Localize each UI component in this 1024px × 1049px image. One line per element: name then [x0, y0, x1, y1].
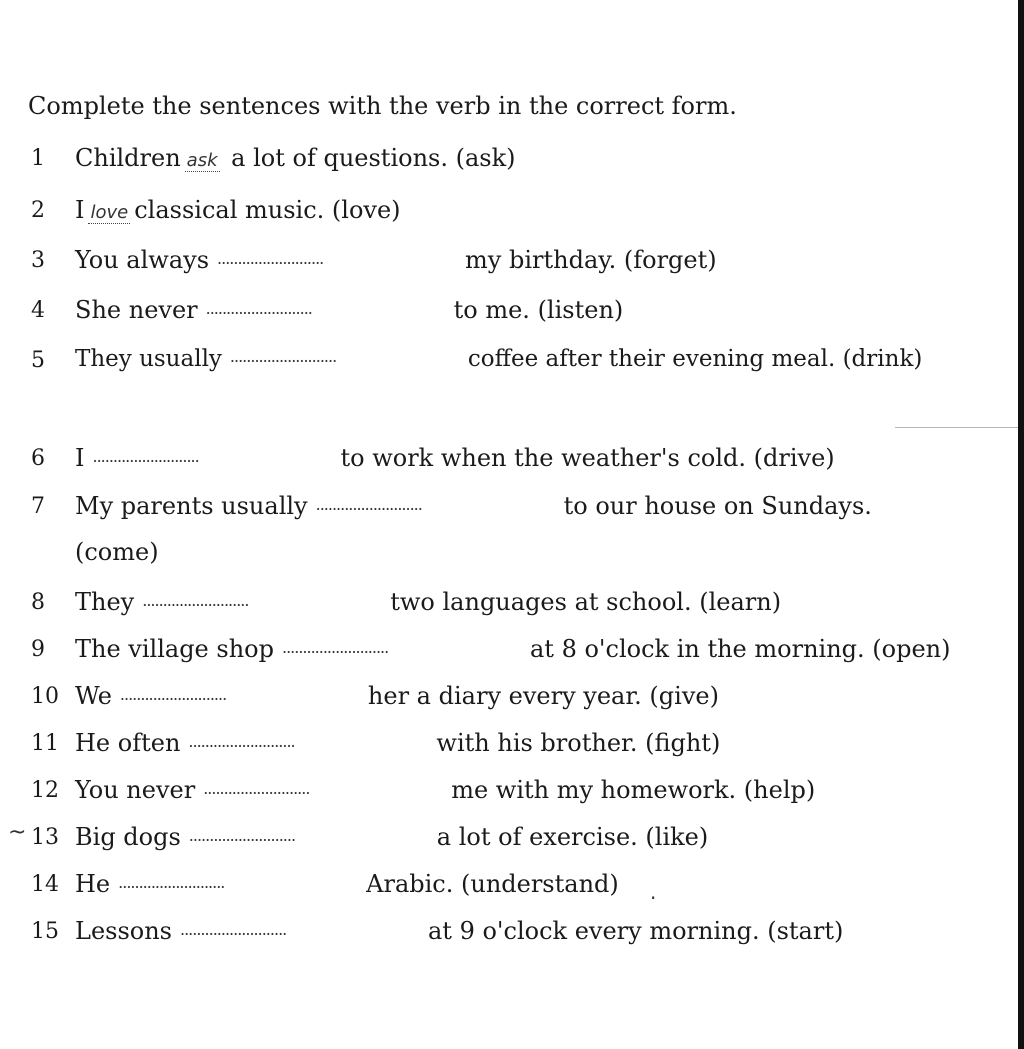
sentence-start: My parents usually [75, 492, 308, 520]
answer-blank[interactable]: .......................... [180, 920, 287, 939]
sentence-7-continuation: (come) [75, 538, 159, 566]
sentence-10 [75, 682, 719, 710]
sentence-start: I [75, 196, 85, 224]
sentence-start: We [75, 682, 112, 710]
sentence-5 [75, 346, 922, 372]
sentence-start: She never [75, 296, 198, 324]
answer-blank[interactable]: .......................... [92, 447, 199, 466]
sentence-end: at 9 o'clock every morning. (start) [428, 917, 844, 945]
handwritten-answer: love [90, 202, 129, 223]
handwritten-answer: ask [186, 150, 218, 171]
answer-blank[interactable]: .......................... [188, 826, 296, 845]
sentence-start: Lessons [75, 917, 172, 945]
sentence-start: Big dogs [75, 823, 181, 851]
sentence-end: my birthday. (forget) [465, 246, 717, 274]
item-number: 5 [31, 348, 45, 373]
pencil-tick-icon: ~ [8, 820, 27, 845]
answer-blank[interactable]: .......................... [188, 732, 295, 751]
sentence-end: with his brother. (fight) [436, 729, 721, 757]
sentence-start: He often [75, 729, 181, 757]
sentence-end: to our house on Sundays. [563, 492, 872, 520]
item-number: 11 [31, 731, 59, 756]
answer-blank[interactable]: .......................... [119, 685, 227, 704]
sentence-12 [75, 776, 815, 804]
sentence-15 [75, 917, 843, 945]
sentence-end: to me. (listen) [453, 296, 624, 324]
item-number: 10 [31, 684, 59, 709]
sentence-4 [75, 296, 623, 324]
page-divider [895, 427, 1018, 428]
item-number: 6 [31, 446, 45, 471]
sentence-start: He [75, 870, 111, 898]
sentence-start: The village shop [75, 635, 274, 663]
sentence-start: They [75, 588, 135, 616]
sentence-start: They usually [75, 346, 222, 372]
item-number: 3 [31, 248, 45, 273]
sentence-end: classical music. (love) [134, 196, 401, 224]
sentence-end: two languages at school. (learn) [390, 588, 782, 616]
sentence-start: You always [75, 246, 210, 274]
sentence-7 [75, 492, 872, 520]
sentence-end: a lot of questions. (ask) [231, 144, 516, 172]
sentence-9 [75, 635, 950, 663]
sentence-end: Arabic. (understand) [366, 870, 619, 898]
item-number: 2 [31, 198, 45, 223]
item-number: 4 [31, 298, 45, 323]
item-number: 1 [31, 146, 45, 171]
answer-blank[interactable]: .......................... [142, 591, 249, 610]
sentence-1 [75, 144, 516, 172]
answer-blank[interactable]: .......................... [315, 495, 422, 514]
pencil-dot-icon: . [650, 880, 657, 904]
answer-blank[interactable]: .......................... [118, 873, 225, 892]
sentence-start: Children [75, 144, 181, 172]
item-number: 7 [31, 494, 45, 519]
sentence-end: a lot of exercise. (like) [436, 823, 709, 851]
item-number: 9 [31, 637, 45, 662]
sentence-6 [75, 444, 835, 472]
sentence-end: me with my homework. (help) [451, 776, 816, 804]
sentence-3 [75, 246, 717, 274]
item-number: 12 [31, 778, 59, 803]
item-number: 13 [31, 825, 59, 850]
answer-blank[interactable]: .......................... [217, 249, 324, 268]
sentence-end: coffee after their evening meal. (drink) [467, 346, 923, 372]
answer-blank[interactable]: .......................... [229, 347, 337, 366]
sentence-start: You never [75, 776, 196, 804]
page-edge-shadow [1018, 0, 1024, 1049]
item-number: 8 [31, 590, 45, 615]
answer-blank[interactable]: .......................... [281, 638, 389, 657]
sentence-end: at 8 o'clock in the morning. (open) [529, 635, 951, 663]
item-number: 15 [31, 919, 59, 944]
exercise-instruction: Complete the sentences with the verb in the correct form. [28, 92, 737, 120]
sentence-11 [75, 729, 720, 757]
sentence-8 [75, 588, 781, 616]
answer-blank[interactable]: .......................... [203, 779, 310, 798]
sentence-start: I [75, 444, 85, 472]
sentence-end: to work when the weather's cold. (drive) [340, 444, 835, 472]
sentence-13 [75, 823, 708, 851]
item-number: 14 [31, 872, 59, 897]
answer-blank[interactable]: .......................... [205, 299, 312, 318]
sentence-end: her a diary every year. (give) [367, 682, 719, 710]
sentence-2 [75, 196, 401, 224]
sentence-14 [75, 870, 619, 898]
